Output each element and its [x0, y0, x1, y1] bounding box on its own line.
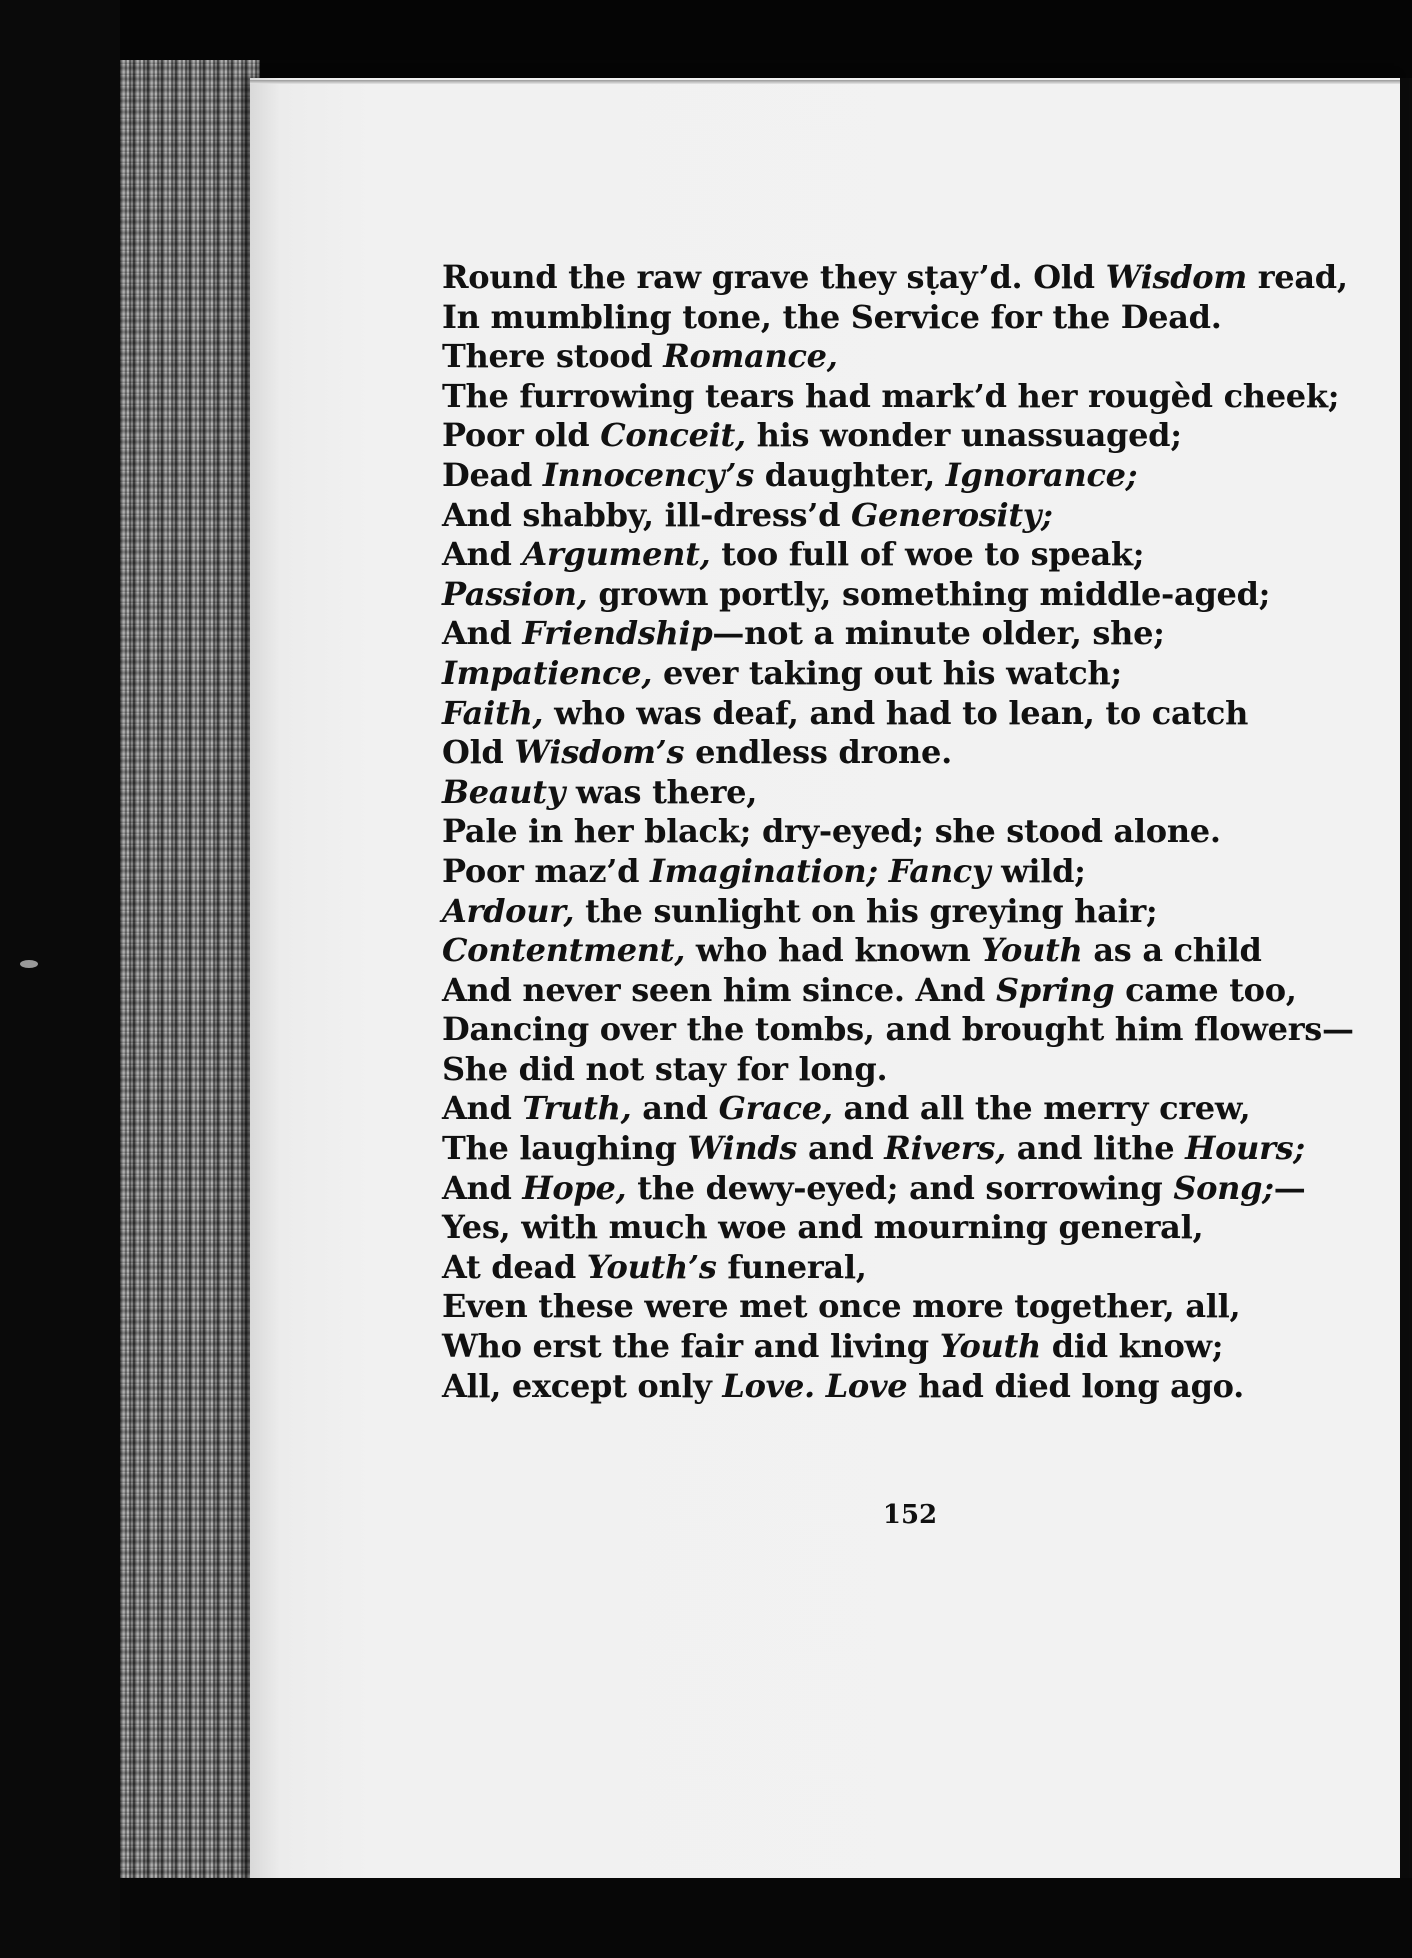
poem-text-run: and all the merry crew,: [832, 1089, 1251, 1128]
book-page-edges: [120, 60, 260, 1890]
poem-text-run: —: [1273, 1168, 1306, 1207]
poem-italic-word: Ignorance;: [945, 455, 1138, 494]
poem-italic-word: Hope,: [522, 1168, 627, 1207]
poem-text-run: came too,: [1114, 970, 1297, 1009]
poem-line: [442, 1327, 1342, 1367]
poem-italic-word: Contentment,: [442, 931, 686, 970]
poem-text-run: Pale in her black; dry-eyed; she stood alone.: [442, 812, 1221, 851]
poem-line: [442, 892, 1342, 932]
poem-text-run: —not a minute older, she;: [712, 614, 1165, 653]
background-dark-area: [0, 0, 120, 1958]
poem-italic-word: Song;: [1173, 1168, 1274, 1207]
poem-text-run: who was deaf, and had to lean, to catch: [543, 693, 1249, 732]
poem-line: [442, 694, 1342, 734]
poem-text-run: the sunlight on his greying hair;: [574, 891, 1158, 930]
poem-line: [442, 535, 1342, 575]
poem-text-run: She did not stay for long.: [442, 1049, 888, 1088]
poem-text: [442, 258, 1354, 1406]
poem-text-run: who had known: [685, 931, 982, 970]
poem-text-run: Even these were met once more together, all,: [442, 1287, 1241, 1326]
poem-italic-word: Beauty: [442, 772, 565, 811]
poem-line: [442, 1169, 1342, 1209]
poem-text-run: ever taking out his watch;: [652, 653, 1122, 692]
poem-text-run: too full of woe to speak;: [710, 535, 1145, 574]
poem-text-run: did know;: [1040, 1327, 1224, 1366]
poem-italic-word: Love.: [722, 1366, 815, 1405]
poem-text-run: And: [442, 1168, 523, 1207]
poem-text-run: as a child: [1082, 931, 1262, 970]
poem-line: [442, 416, 1342, 456]
poem-text-run: Round the raw grave they sṭay’d. Old: [442, 258, 1106, 296]
top-shadow: [120, 0, 1412, 78]
poem-text-run: funeral,: [716, 1247, 867, 1286]
poem-line: [442, 614, 1342, 654]
poem-line: [442, 1129, 1342, 1169]
poem-line: [442, 1367, 1342, 1407]
poem-line: [442, 1287, 1342, 1327]
poem-text-run: Dancing over the tombs, and brought him flowers—: [442, 1010, 1354, 1049]
poem-text-run: daughter,: [753, 455, 946, 494]
poem-italic-word: Truth,: [522, 1089, 632, 1128]
poem-text-run: The laughing: [442, 1129, 688, 1168]
poem-italic-word: Argument,: [522, 535, 711, 574]
poem-line: [442, 1050, 1342, 1090]
poem-italic-word: Love: [825, 1366, 908, 1405]
poem-italic-word: Rivers,: [884, 1129, 1006, 1168]
bottom-shadow: [120, 1878, 1412, 1958]
poem-line: [442, 1089, 1342, 1129]
poem-text-run: All, except only: [442, 1366, 723, 1405]
poem-text-run: Old: [442, 733, 515, 772]
poem-italic-word: Youth: [981, 931, 1083, 970]
poem-text-run: Poor maz’d: [442, 851, 651, 890]
poem-italic-word: Youth’s: [586, 1247, 717, 1286]
poem-line: [442, 1010, 1354, 1050]
poem-line: [442, 258, 1348, 298]
poem-text-run: and: [631, 1089, 719, 1128]
poem-italic-word: Grace,: [718, 1089, 833, 1128]
poem-italic-word: Wisdom: [1105, 258, 1247, 296]
poem-line: [442, 377, 1342, 417]
poem-text-run: At dead: [442, 1247, 587, 1286]
poem-text-run: the dewy-eyed; and sorrowing: [626, 1168, 1174, 1207]
poem-italic-word: Imagination; Fancy: [650, 851, 991, 890]
poem-italic-word: Romance,: [663, 337, 838, 376]
poem-italic-word: Ardour,: [442, 891, 575, 930]
poem-italic-word: Spring: [995, 970, 1115, 1009]
poem-text-run: and: [797, 1129, 885, 1168]
page-top-edge: [250, 80, 1400, 84]
poem-italic-word: Impatience,: [442, 653, 653, 692]
poem-text-run: Who erst the fair and living: [442, 1327, 940, 1366]
poem-text-run: In mumbling tone, the Service for the Dead.: [442, 297, 1222, 336]
poem-text-run: Yes, with much woe and mourning general,: [442, 1208, 1204, 1247]
poem-line: [442, 773, 1342, 813]
poem-text-run: and lithe: [1005, 1129, 1186, 1168]
poem-italic-word: Friendship: [522, 614, 713, 653]
poem-line: [442, 733, 1342, 773]
poem-italic-word: Faith,: [442, 693, 544, 732]
poem-text-run: grown portly, something middle-aged;: [587, 574, 1271, 613]
poem-italic-word: Generosity;: [851, 495, 1053, 534]
poem-text-run: read,: [1246, 258, 1348, 296]
poem-text-run: And: [442, 614, 523, 653]
poem-text-run: And never seen him since. And: [442, 970, 996, 1009]
poem-line: [442, 654, 1342, 694]
poem-italic-word: Youth: [939, 1327, 1041, 1366]
poem-text-run: The furrowing tears had mark’d her rougèd cheek;: [442, 376, 1340, 415]
poem-text-run: And shabby, ill-dress’d: [442, 495, 852, 534]
poem-line: [442, 812, 1342, 852]
poem-italic-word: Hours;: [1185, 1129, 1305, 1168]
poem-line: [442, 298, 1342, 338]
poem-text-run: had died long ago.: [907, 1366, 1244, 1405]
poem-text-run: Dead: [442, 455, 543, 494]
poem-line: [442, 456, 1342, 496]
poem-text-run: And: [442, 535, 523, 574]
poem-text-run: [815, 1367, 826, 1405]
poem-text-run: wild;: [990, 851, 1086, 890]
poem-line: [442, 496, 1342, 536]
poem-line: [442, 1208, 1342, 1248]
poem-text-run: was there,: [564, 772, 758, 811]
poem-line: [442, 971, 1342, 1011]
poem-text-run: And: [442, 1089, 523, 1128]
page-number: 152: [882, 1500, 938, 1530]
poem-line: [442, 337, 1342, 377]
poem-line: [442, 931, 1342, 971]
poem-line: [442, 575, 1342, 615]
poem-italic-word: Conceit,: [600, 416, 746, 455]
dust-speck: [20, 960, 38, 968]
poem-text-run: Poor old: [442, 416, 601, 455]
poem-italic-word: Innocency’s: [542, 455, 754, 494]
poem-line: [442, 852, 1342, 892]
poem-text-run: endless drone.: [684, 733, 952, 772]
poem-text-run: There stood: [442, 337, 664, 376]
poem-italic-word: Passion,: [442, 574, 588, 613]
poem-italic-word: Winds: [687, 1129, 798, 1168]
poem-line: [442, 1248, 1342, 1288]
poem-text-run: his wonder unassuaged;: [745, 416, 1182, 455]
poem-italic-word: Wisdom’s: [514, 733, 685, 772]
